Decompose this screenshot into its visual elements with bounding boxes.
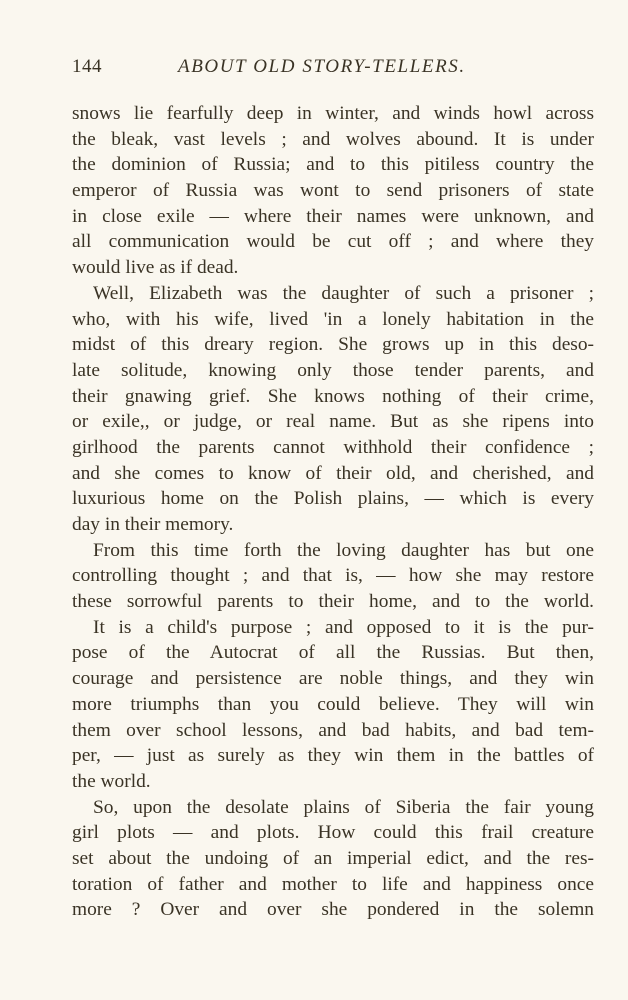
text-line: their gnawing grief. She knows nothing of their crime, bbox=[72, 385, 594, 407]
text-line: set about the undoing of an imperial edict, and the res- bbox=[72, 847, 594, 869]
text-line: late solitude, knowing only those tender parents, and bbox=[72, 359, 594, 381]
text-line: would live as if dead. bbox=[72, 257, 239, 279]
text-line: day in their memory. bbox=[72, 514, 234, 535]
text-line: It is a child's purpose ; and opposed to it is the pur- bbox=[93, 616, 594, 638]
text-line: in close exile — where their names were unknown, and bbox=[72, 205, 594, 227]
text-line: Well, Elizabeth was the daughter of such a prisoner ; bbox=[93, 282, 594, 304]
running-head bbox=[72, 56, 594, 84]
text-line: pose of the Autocrat of all the Russias. But then, bbox=[72, 642, 594, 664]
text-line: them over school lessons, and bad habits, and bad tem- bbox=[72, 719, 594, 741]
text-line: So, upon the desolate plains of Siberia the fair young bbox=[93, 796, 594, 818]
text-line: courage and persistence are noble things, and they win bbox=[72, 668, 594, 690]
text-line: per, — just as surely as they win them in the battles of bbox=[72, 745, 594, 767]
body-text bbox=[72, 101, 594, 923]
running-title: ABOUT OLD STORY-TELLERS. bbox=[178, 56, 466, 77]
text-line: all communication would be cut off ; and where they bbox=[72, 231, 594, 253]
page-number: 144 bbox=[72, 56, 102, 77]
text-line: snows lie fearfully deep in winter, and winds howl across bbox=[72, 103, 594, 124]
text-line: the dominion of Russia; and to this pitiless country the bbox=[72, 154, 594, 176]
text-line: or exile,, or judge, or real name. But as she ripens into bbox=[72, 411, 594, 433]
text-line: toration of father and mother to life and happiness once bbox=[72, 873, 594, 895]
text-line: luxurious home on the Polish plains, — which is every bbox=[72, 488, 594, 510]
text-line: who, with his wife, lived 'in a lonely habitation in the bbox=[72, 308, 594, 330]
text-line: girlhood the parents cannot withhold their confidence ; bbox=[72, 436, 594, 458]
text-line: these sorrowful parents to their home, and to the world. bbox=[72, 591, 594, 613]
text-line: controlling thought ; and that is, — how she may restore bbox=[72, 565, 594, 587]
text-line: more ? Over and over she pondered in the solemn bbox=[72, 899, 594, 921]
text-line: the bleak, vast levels ; and wolves abound. It is under bbox=[72, 128, 594, 150]
text-line: emperor of Russia was wont to send prisoners of state bbox=[72, 180, 594, 202]
text-line: midst of this dreary region. She grows up in this deso- bbox=[72, 334, 594, 356]
text-line: girl plots — and plots. How could this frail creature bbox=[72, 822, 594, 844]
text-line: and she comes to know of their old, and cherished, and bbox=[72, 462, 594, 484]
text-line: From this time forth the loving daughter has but one bbox=[93, 539, 594, 561]
text-line: the world. bbox=[72, 770, 151, 792]
text-line: more triumphs than you could believe. They will win bbox=[72, 693, 594, 715]
